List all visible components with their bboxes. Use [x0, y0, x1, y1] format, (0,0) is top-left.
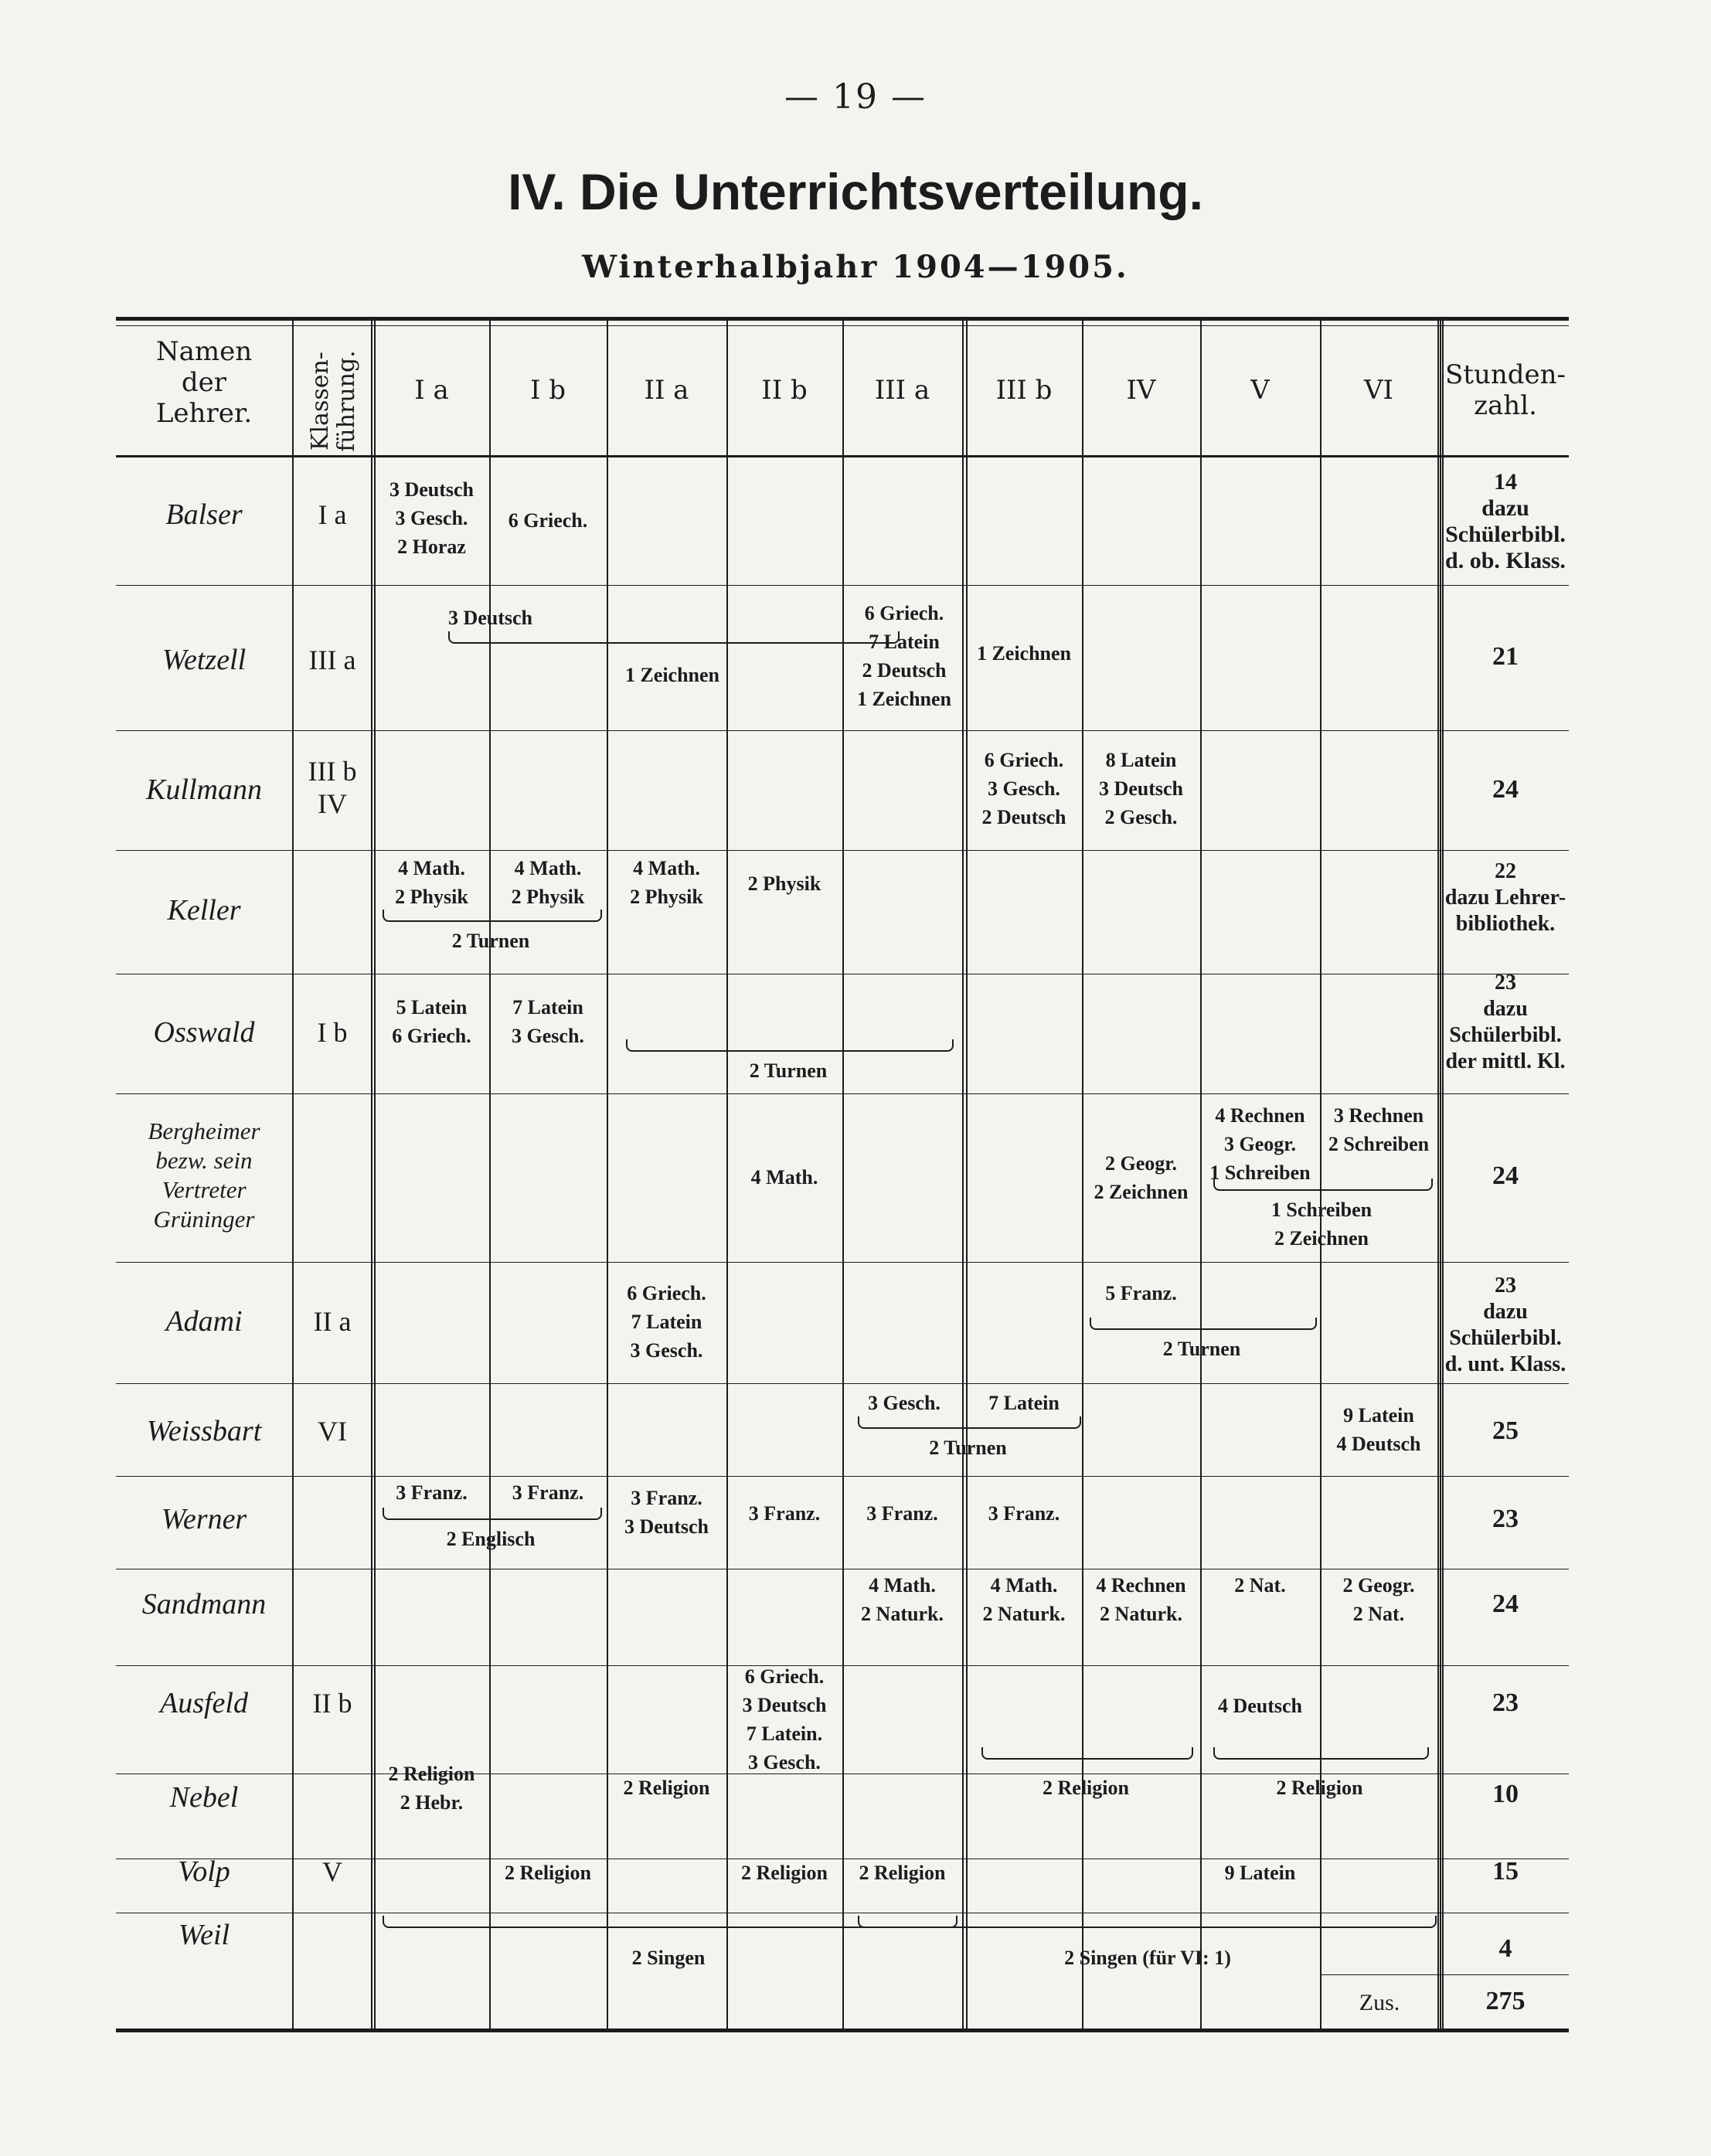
cell-IIIa: 6 Griech. 7 Latein 2 Deutsch 1 Zeichnen — [856, 602, 952, 710]
cell-Ib: 7 Latein 3 Gesch. — [512, 996, 584, 1047]
cell-IIIb: 3 Franz. — [988, 1502, 1060, 1525]
span-brace — [448, 631, 900, 644]
teacher-name: Wetzell — [162, 644, 247, 676]
cell-Ia: 3 Deutsch 3 Gesch. 2 Horaz — [389, 478, 475, 558]
header-IIIa: III a — [874, 375, 930, 406]
class-lead: III a — [308, 644, 356, 675]
cell-IIIa: 3 Franz. — [866, 1502, 938, 1525]
cell-IIIb: 7 Latein — [988, 1392, 1060, 1414]
cell-VI: 2 Geogr. 2 Nat. — [1342, 1574, 1415, 1625]
span-brace — [858, 1416, 1081, 1429]
hours-total: 23 — [1492, 1688, 1519, 1717]
cell-Ib: 6 Griech. — [508, 509, 588, 532]
span-brace — [1213, 1747, 1429, 1760]
cell-IIa: 6 Griech. 7 Latein 3 Gesch. — [627, 1282, 706, 1362]
cell-IIIb: 4 Math. 2 Naturk. — [982, 1574, 1066, 1625]
cell-IIIb: 1 Zeichnen — [976, 642, 1072, 665]
cell-V: 9 Latein — [1224, 1862, 1296, 1884]
hours-total: 15 — [1492, 1857, 1519, 1886]
cell-span: 2 Englisch — [446, 1528, 536, 1550]
cell-IIb: 2 Religion — [741, 1862, 828, 1884]
cell-Ia: 3 Franz. — [396, 1481, 468, 1504]
header-Ib: I b — [529, 375, 566, 406]
teacher-name: Bergheimer bezw. sein Vertreter Grüninger — [148, 1117, 260, 1233]
cell-IIIa: 4 Math. 2 Naturk. — [861, 1574, 944, 1625]
class-lead: V — [322, 1856, 342, 1887]
header-hours: Stunden- zahl. — [1444, 359, 1566, 421]
hours-total: 14 dazu Schülerbibl. d. ob. Klass. — [1445, 469, 1566, 573]
cell-span: 2 Turnen — [749, 1059, 828, 1082]
teacher-name: Keller — [167, 894, 241, 927]
cell-span: 2 Turnen — [451, 930, 530, 952]
teacher-name: Werner — [161, 1503, 247, 1535]
hours-total: 10 — [1492, 1780, 1519, 1808]
span-brace — [383, 910, 602, 922]
header-class-lead: Klassen- führung. — [307, 350, 360, 452]
distribution-table — [116, 317, 1569, 2032]
teacher-name: Nebel — [169, 1781, 239, 1814]
teacher-name: Kullmann — [146, 774, 262, 806]
header-IIa: II a — [644, 375, 689, 406]
cell-Ib: 4 Math. 2 Physik — [511, 857, 585, 908]
cell-span: 2 Turnen — [1162, 1338, 1241, 1360]
sum-total: 275 — [1485, 1987, 1526, 2015]
cell-IIIa: 3 Gesch. — [868, 1392, 941, 1414]
cell-IIIb: 6 Griech. 3 Gesch. 2 Deutsch — [981, 749, 1066, 828]
teacher-name: Osswald — [153, 1016, 255, 1049]
teacher-name: Sandmann — [141, 1588, 267, 1620]
header-VI: VI — [1364, 375, 1393, 406]
cell-IIIa: 2 Religion — [859, 1862, 946, 1884]
span-brace — [858, 1916, 1437, 1928]
header-IIb: II b — [761, 375, 808, 406]
cell-Ia: 4 Math. 2 Physik — [395, 857, 468, 908]
class-lead: I a — [318, 499, 347, 530]
hours-total: 24 — [1492, 1161, 1519, 1190]
cell-IIa: 4 Math. 2 Physik — [630, 857, 703, 908]
hours-total: 25 — [1492, 1416, 1519, 1445]
page-title: IV. Die Unterrichtsverteilung. — [508, 163, 1203, 220]
span-brace — [1213, 1178, 1433, 1191]
cell-IIb: 6 Griech. 3 Deutsch 7 Latein. 3 Gesch. — [742, 1665, 827, 1773]
teacher-name: Adami — [165, 1305, 243, 1338]
teacher-name: Volp — [178, 1855, 230, 1888]
cell-Ia: 2 Religion 2 Hebr. — [388, 1763, 475, 1814]
cell-Ib: 3 Franz. — [512, 1481, 584, 1504]
cell-Ia: 5 Latein 6 Griech. — [392, 996, 471, 1047]
header-teacher: Namen der Lehrer. — [155, 336, 253, 429]
cell-span: 3 Deutsch — [447, 607, 533, 629]
cell-span: 1 Zeichnen — [624, 664, 720, 686]
cell-IV: 8 Latein 3 Deutsch 2 Gesch. — [1098, 749, 1184, 828]
span-brace — [626, 1039, 954, 1052]
cell-span: 2 Religion — [1276, 1777, 1363, 1799]
cell-VI: 3 Rechnen 2 Schreiben — [1328, 1104, 1430, 1155]
class-lead: III b IV — [308, 756, 357, 819]
sum-label: Zus. — [1359, 1990, 1400, 2015]
hours-total: 22 dazu Lehrer- bibliothek. — [1444, 859, 1566, 936]
class-lead: II b — [312, 1688, 352, 1719]
class-lead: II a — [313, 1306, 352, 1337]
class-lead: VI — [318, 1416, 347, 1447]
cell-VI: 9 Latein 4 Deutsch — [1336, 1404, 1421, 1455]
cell-V: 4 Rechnen 3 Geogr. 1 Schreiben — [1209, 1104, 1311, 1184]
hours-total: 24 — [1492, 1590, 1519, 1618]
cell-span: 2 Singen (für VI: 1) — [1064, 1947, 1231, 1969]
cell-V: 4 Deutsch — [1217, 1695, 1303, 1717]
span-brace — [1090, 1318, 1317, 1330]
cell-IIa: 3 Franz. 3 Deutsch — [624, 1487, 709, 1538]
hours-total: 24 — [1492, 775, 1519, 804]
hours-total: 23 — [1492, 1505, 1519, 1533]
hours-total: 23 dazu Schülerbibl. d. unt. Klass. — [1444, 1274, 1566, 1376]
cell-IIb: 2 Physik — [747, 872, 821, 895]
hours-total: 4 — [1498, 1934, 1512, 1963]
cell-IV: 5 Franz. — [1105, 1282, 1177, 1304]
cell-IIb: 3 Franz. — [748, 1502, 821, 1525]
class-lead: I b — [317, 1017, 348, 1048]
teacher-name: Weil — [178, 1919, 230, 1951]
hours-total: 23 dazu Schülerbibl. der mittl. Kl. — [1445, 971, 1566, 1073]
span-brace — [383, 1508, 602, 1520]
header-Ia: I a — [414, 375, 449, 406]
cell-IV: 4 Rechnen 2 Naturk. — [1096, 1574, 1186, 1625]
cell-span: 2 Singen — [631, 1947, 706, 1969]
teacher-name: Weissbart — [146, 1415, 262, 1447]
teacher-name: Ausfeld — [160, 1687, 248, 1719]
teacher-name: Balser — [165, 498, 243, 531]
cell-span: 1 Schreiben 2 Zeichnen — [1270, 1199, 1373, 1250]
header-V: V — [1250, 375, 1270, 406]
cell-V: 2 Nat. — [1234, 1574, 1286, 1597]
cell-IIa: 2 Religion — [623, 1777, 710, 1799]
hours-total: 21 — [1492, 642, 1519, 671]
cell-IIb: 4 Math. — [750, 1166, 818, 1189]
cell-Ib: 2 Religion — [505, 1862, 591, 1884]
header-IIIb: III b — [995, 375, 1053, 406]
cell-span: 2 Religion — [1043, 1777, 1129, 1799]
page-subtitle: Winterhalbjahr 1904—1905. — [582, 249, 1129, 285]
page-number: — 19 — — [784, 77, 927, 117]
cell-IV: 2 Geogr. 2 Zeichnen — [1094, 1152, 1189, 1203]
header-IV: IV — [1126, 375, 1156, 406]
span-brace — [981, 1747, 1193, 1760]
cell-span: 2 Turnen — [929, 1437, 1007, 1459]
